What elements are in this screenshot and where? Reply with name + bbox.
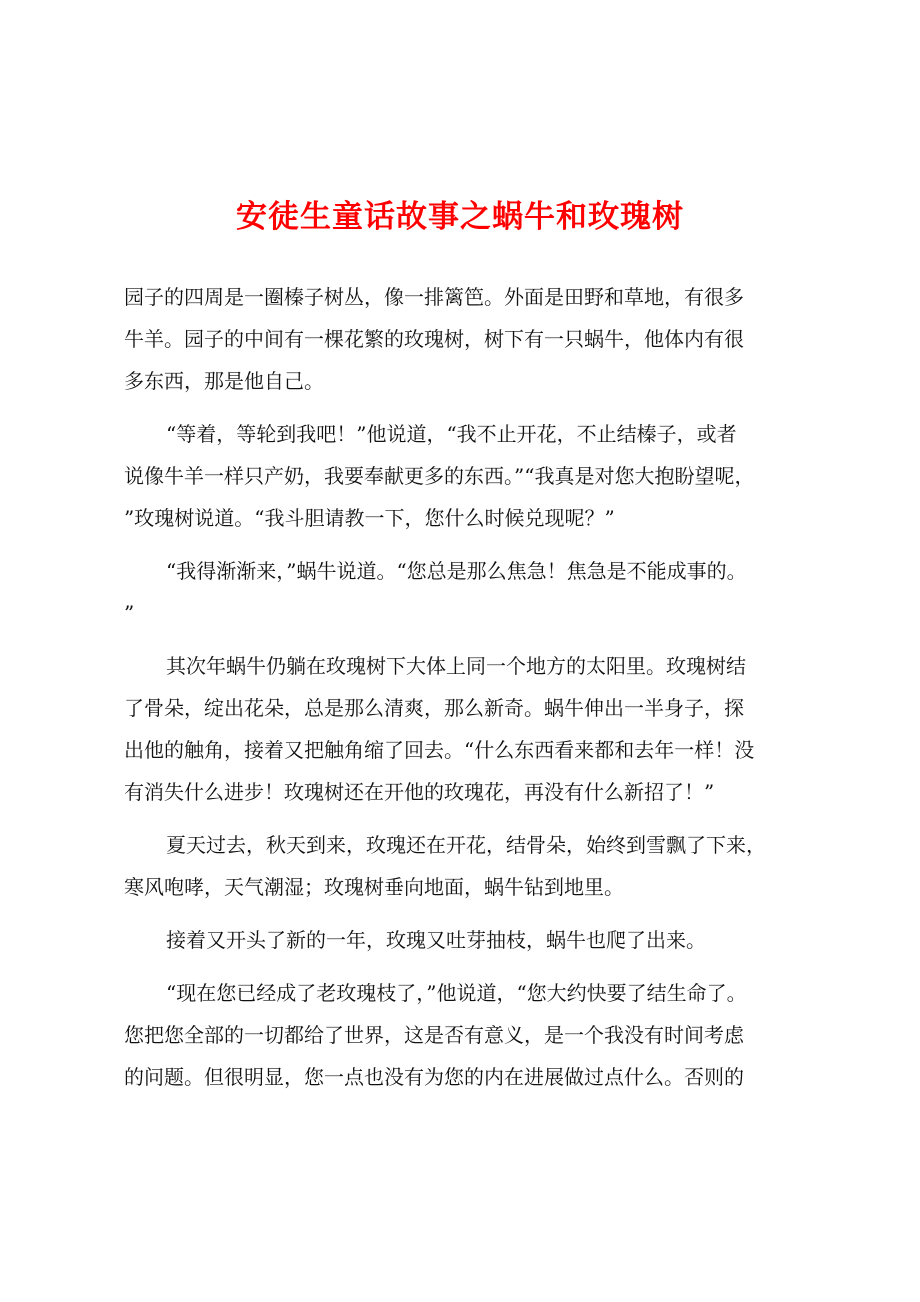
paragraph-gap bbox=[124, 634, 806, 645]
paragraph-gap bbox=[124, 539, 806, 550]
paragraph-line: 的问题。但很明显，您一点也没有为您的内在进展做过点什么。否则的 bbox=[124, 1065, 744, 1089]
paragraph-line: “我得渐渐来，”蜗牛说道。“您总是那么焦急！焦急是不能成事的。 bbox=[166, 559, 747, 583]
paragraph-line: 您把您全部的一切都给了世界，这是否有意义，是一个我没有时间考虑 bbox=[124, 1023, 744, 1047]
paragraph-line: ”玫瑰树说道。“我斗胆请教一下，您什么时候兑现呢？” bbox=[124, 506, 615, 530]
paragraph-3 bbox=[124, 550, 806, 634]
paragraph-gap bbox=[124, 961, 806, 972]
paragraph-line: 多东西，那是他自己。 bbox=[124, 369, 324, 393]
paragraph-7 bbox=[124, 972, 806, 1098]
paragraph-gap bbox=[124, 402, 806, 413]
paragraph-line: ” bbox=[124, 601, 135, 625]
paragraph-line: 有消失什么进步！玫瑰树还在开他的玫瑰花，再没有什么新招了！” bbox=[124, 780, 715, 804]
paragraph-line: 接着又开头了新的一年，玫瑰又吐芽抽枝，蜗牛也爬了出来。 bbox=[166, 928, 706, 952]
paragraph-line: 说像牛羊一样只产奶，我要奉献更多的东西。”“我真是对您大抱盼望呢， bbox=[124, 464, 755, 488]
paragraph-line: 牛羊。园子的中间有一棵花繁的玫瑰树，树下有一只蜗牛，他体内有很 bbox=[124, 327, 744, 351]
paragraph-line: 其次年蜗牛仍躺在玫瑰树下大体上同一个地方的太阳里。玫瑰树结 bbox=[166, 654, 746, 678]
document-title: 安徒生童话故事之蜗牛和玫瑰树 bbox=[236, 199, 684, 235]
paragraph-line: 夏天过去，秋天到来，玫瑰还在开花，结骨朵，始终到雪飘了下来， bbox=[166, 833, 766, 857]
paragraph-2 bbox=[124, 413, 806, 539]
paragraph-line: 园子的四周是一圈榛子树丛，像一排篱笆。外面是田野和草地，有很多 bbox=[124, 285, 744, 309]
paragraph-line: 了骨朵，绽出花朵，总是那么清爽，那么新奇。蜗牛伸出一半身子，探 bbox=[124, 696, 744, 720]
paragraph-line: 出他的触角，接着又把触角缩了回去。“什么东西看来都和去年一样！没 bbox=[124, 738, 755, 762]
document-body bbox=[124, 276, 806, 1098]
paragraph-1 bbox=[124, 276, 806, 402]
paragraph-line: 寒风咆哮，天气潮湿；玫瑰树垂向地面，蜗牛钻到地里。 bbox=[124, 875, 624, 899]
paragraph-line: “现在您已经成了老玫瑰枝了，”他说道，“您大约快要了结生命了。 bbox=[166, 981, 747, 1005]
paragraph-gap bbox=[124, 813, 806, 824]
paragraph-line: “等着，等轮到我吧！”他说道，“我不止开花，不止结榛子，或者 bbox=[166, 422, 737, 446]
paragraph-6 bbox=[124, 919, 806, 961]
paragraph-gap bbox=[124, 908, 806, 919]
paragraph-4 bbox=[124, 645, 806, 813]
paragraph-5 bbox=[124, 824, 806, 908]
